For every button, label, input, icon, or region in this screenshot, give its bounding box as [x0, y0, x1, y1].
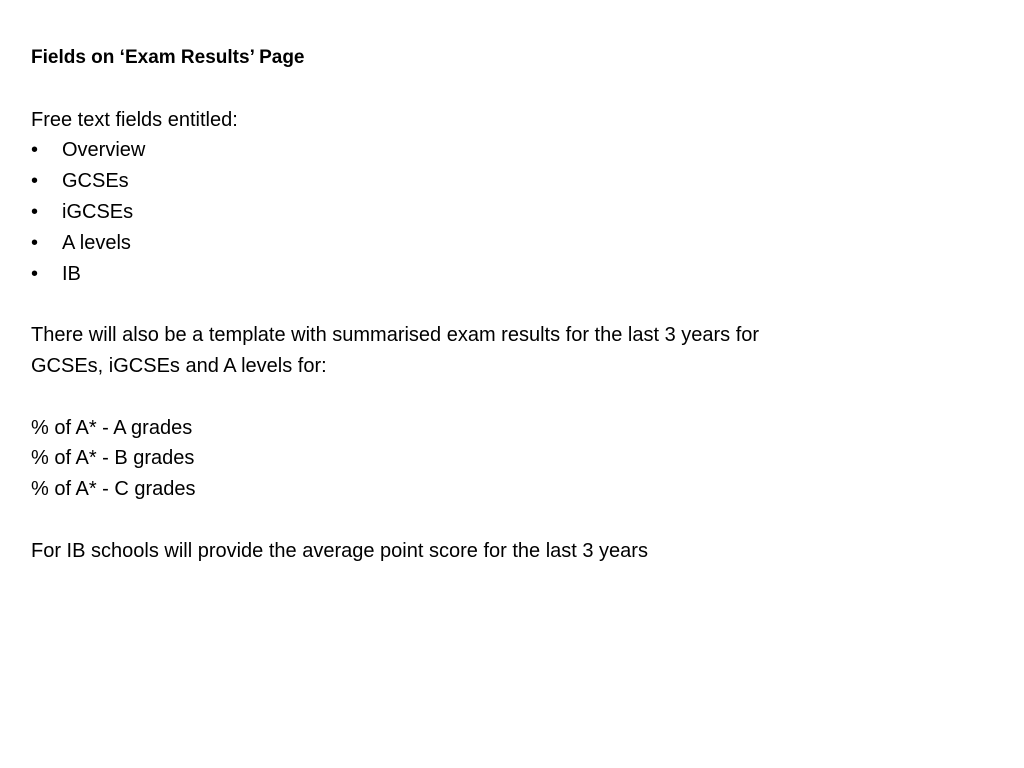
field-name: IB	[62, 262, 81, 285]
template-text-line-1: There will also be a template with summarised exam results for the last 3 years for	[31, 324, 760, 347]
list-item	[31, 228, 991, 259]
template-text-line-2: GCSEs, iGCSEs and A levels for:	[31, 354, 327, 377]
list-item	[31, 259, 991, 290]
grade-line: % of A* - A grades	[31, 416, 193, 439]
list-item	[31, 166, 991, 197]
ib-note: For IB schools will provide the average point score for the last 3 years	[31, 539, 648, 562]
bullet-icon: •	[31, 262, 39, 285]
field-name: iGCSEs	[62, 200, 134, 223]
field-name: GCSEs	[62, 170, 129, 193]
slide-content	[31, 43, 991, 567]
spacer	[31, 74, 991, 105]
spacer	[31, 382, 991, 413]
bullet-icon: •	[31, 231, 39, 254]
bullet-icon: •	[31, 170, 39, 193]
page-title: Fields on ‘Exam Results’ Page	[31, 47, 305, 68]
field-list	[31, 135, 991, 289]
grade-line: % of A* - C grades	[31, 478, 196, 501]
intro-text: Free text fields entitled:	[31, 108, 238, 131]
spacer	[31, 505, 991, 536]
list-item	[31, 197, 991, 228]
grade-line: % of A* - B grades	[31, 447, 195, 470]
bullet-icon: •	[31, 200, 39, 223]
field-name: Overview	[62, 139, 146, 162]
spacer	[31, 289, 991, 320]
field-name: A levels	[62, 231, 131, 254]
bullet-icon: •	[31, 139, 39, 162]
list-item	[31, 135, 991, 166]
